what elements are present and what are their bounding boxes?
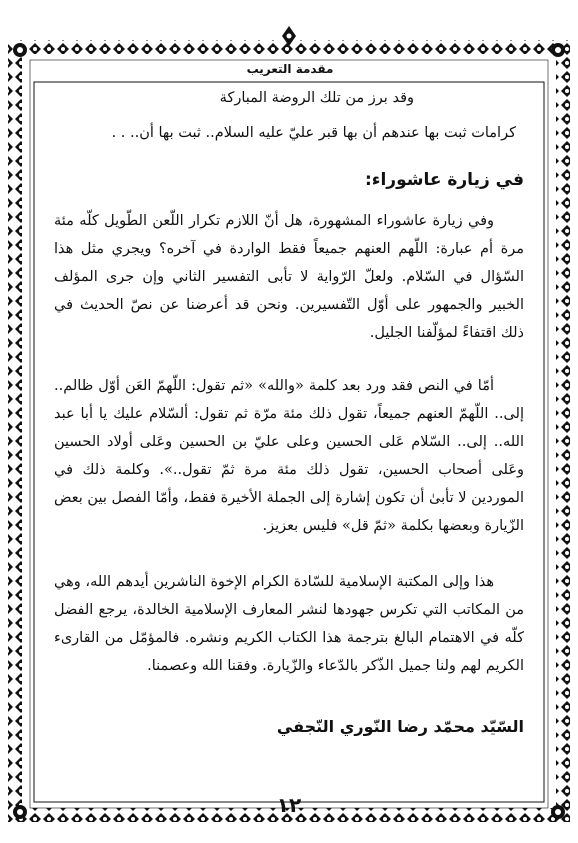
page-number: ١٢ <box>276 793 302 817</box>
intro-line-2: كرامات ثبت بها عندهم أن بها قبر عليّ عليه السلام.. ثبت بها أن.. . . <box>111 125 516 141</box>
paragraph-text: أمّا في النص فقد ورد بعد كلمة «والله» «ثم تقول: اللّهمّ العَن أوّل ظالم.. إلى.. اللّهمّ العنهم جميعاً، تقول ذلك مئة مرّة ثم تقول: ألسّلام عليك يا أبا عبد الله.. إلى.. السّلام عَلى الحسين وعلى عليّ بن الحسين وعَلى أولاد الحسين وعَلى أصحاب الحسين، تقول ذلك مئة مرة ثمّ تقول..». وكلمة ذلك في الموردين لا تأبىٰ أن تكون إشارة إلى الجملة الأخيرة فقط، وأمّا الفصل بين بعض الزّيارة وبعضها بكلمة «ثمّ قل» فليس بعزيز. <box>54 378 524 534</box>
running-header: مقدمة التعريب <box>246 62 334 76</box>
paragraph-acknowledgement: هذا وإلى المكتبة الإسلامية للسّادة الكرام الإخوة الناشرين أيدهم الله، وهي من المكاتب التي تكرس جهودها لنشر المعارف الإسلامية الخالدة، يرجع الفضل كلّه في الاهتمام البالغ بترجمة هذا الكتاب الكريم ونشره. فالمؤمّل من القارىء الكريم لهم ولنا جميل الذّكر بالدّعاء والزّيارة. وفقنا الله وعصمنا. <box>54 574 524 674</box>
page-body <box>54 80 524 815</box>
author-signature: السّيّد محمّد رضا النّوري النّجفي <box>276 717 524 736</box>
intro-line-1: وقد برز من تلك الروضة المباركة <box>219 90 414 106</box>
section-heading: في زيارة عاشوراء: <box>364 170 524 190</box>
paragraph-ziyara: وفي زيارة عاشوراء المشهورة، هل أنّ اللازم تكرار اللّعن الطّويل كلّه مئة مرة أم عبارة: اللّهم العنهم جميعاً فقط الواردة في آخره؟ ويجري مثل هذا السّؤال في السّلام. ولعلّ الرّواية لا تأبى التفسير الثاني وإن جرى المؤلف الخبير والجمهور على أوّل التّفسيرين. ونحن قد أعرضنا عن نصّ الحديث في ذلك اقتفاءً لمؤلّفنا الجليل. <box>54 213 524 341</box>
